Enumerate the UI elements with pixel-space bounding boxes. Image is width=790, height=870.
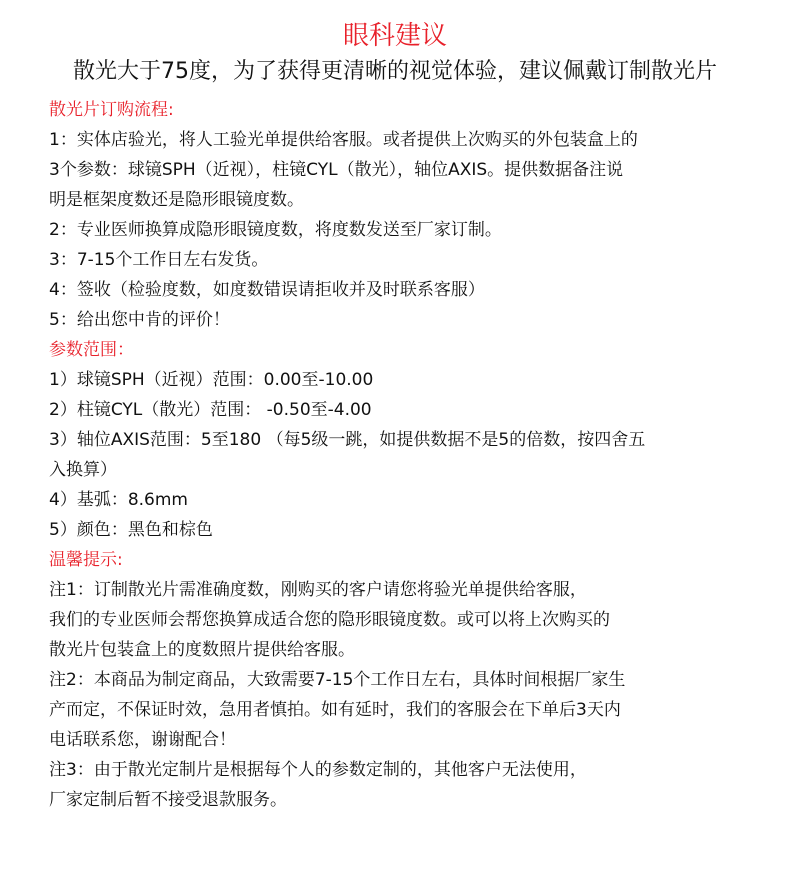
- process-line: 5：给出您中肯的评价！: [49, 310, 230, 330]
- process-line: 1：实体店验光，将人工验光单提供给客服。或者提供上次购买的外包装盒上的: [49, 130, 638, 150]
- params-line: 5）颜色：黑色和棕色: [49, 520, 213, 540]
- process-line: 2：专业医师换算成隐形眼镜度数，将度数发送至厂家订制。: [49, 220, 502, 240]
- tips-line: 电话联系您，谢谢配合！: [49, 730, 236, 750]
- process-line: 4：签收（检验度数，如度数错误请拒收并及时联系客服）: [49, 280, 485, 300]
- tips-line: 散光片包装盒上的度数照片提供给客服。: [49, 640, 355, 660]
- section-heading-process: 散光片订购流程:: [49, 100, 174, 120]
- tips-line: 厂家定制后暂不接受退款服务。: [49, 790, 287, 810]
- page-title: 眼科建议: [342, 21, 447, 51]
- tips-line: 产而定，不保证时效，急用者慎拍。如有延时，我们的客服会在下单后3天内: [49, 700, 621, 720]
- page-subtitle: 散光大于75度，为了获得更清晰的视觉体验，建议佩戴订制散光片: [73, 59, 717, 84]
- params-line: 1）球镜SPH（近视）范围：0.00至-10.00: [49, 370, 374, 390]
- section-heading-tips: 温馨提示:: [49, 550, 123, 570]
- params-line: 2）柱镜CYL（散光）范围： -0.50至-4.00: [49, 400, 372, 420]
- section-heading-params: 参数范围：: [49, 340, 134, 360]
- tips-line: 注3：由于散光定制片是根据每个人的参数定制的，其他客户无法使用，: [49, 760, 587, 780]
- tips-line: 我们的专业医师会帮您换算成适合您的隐形眼镜度数。或可以将上次购买的: [49, 610, 610, 630]
- params-line: 入换算）: [49, 460, 117, 480]
- params-line: 4）基弧：8.6mm: [49, 490, 188, 510]
- params-line: 3）轴位AXIS范围：5至180 （每5级一跳，如提供数据不是5的倍数，按四舍五: [49, 430, 646, 450]
- tips-line: 注1：订制散光片需准确度数，刚购买的客户请您将验光单提供给客服，: [49, 580, 587, 600]
- process-line: 3个参数：球镜SPH（近视），柱镜CYL（散光），轴位AXIS。提供数据备注说: [49, 160, 624, 180]
- tips-line: 注2：本商品为制定商品，大致需要7-15个工作日左右，具体时间根据厂家生: [49, 670, 626, 690]
- document-body: [49, 95, 749, 815]
- process-line: 3：7-15个工作日左右发货。: [49, 250, 269, 270]
- process-line: 明是框架度数还是隐形眼镜度数。: [49, 190, 304, 210]
